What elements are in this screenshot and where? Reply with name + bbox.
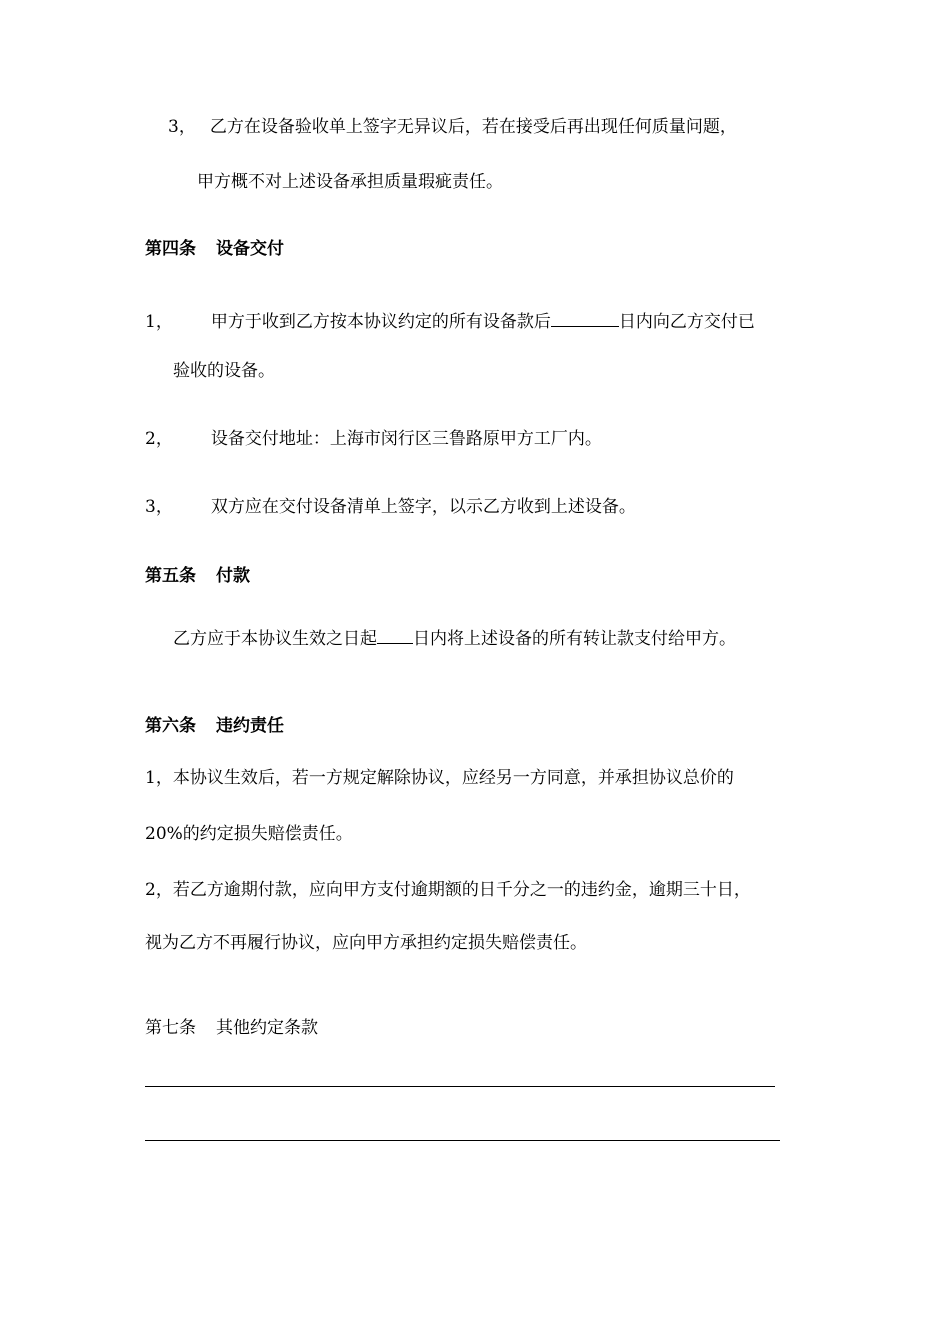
article7-heading — [145, 1018, 318, 1038]
article5-text — [173, 626, 736, 649]
article4-item3-number: 3， — [145, 497, 173, 517]
article6-heading — [145, 716, 284, 736]
article7-title: 其他约定条款 — [216, 1018, 318, 1038]
article6-item1-line1: 1，本协议生效后，若一方规定解除协议，应经另一方同意，并承担协议总价的 — [145, 768, 734, 788]
article6-item1-line2: 20%的约定损失赔偿责任。 — [145, 824, 353, 844]
article6-number: 第六条 — [145, 716, 196, 736]
article7-number: 第七条 — [145, 1018, 196, 1038]
article4-item3 — [145, 497, 636, 517]
article7-blank-line-2 — [145, 1140, 780, 1141]
article4-item1-line1 — [145, 309, 755, 332]
article4-item1-line2: 验收的设备。 — [173, 361, 275, 381]
article5-title: 付款 — [216, 566, 250, 586]
article4-title: 设备交付 — [216, 239, 284, 259]
article5-heading — [145, 566, 250, 586]
article4-number: 第四条 — [145, 239, 196, 259]
article3-item3-text: 乙方在设备验收单上签字无异议后，若在接受后再出现任何质量问题， — [209, 117, 737, 137]
article5-days-blank — [377, 626, 413, 644]
article6-title: 违约责任 — [216, 716, 284, 736]
article4-item1-text-after: 日内向乙方交付已 — [618, 312, 755, 332]
article4-item1-days-blank — [551, 309, 619, 327]
article4-item2-text: 设备交付地址：上海市闵行区三鲁路原甲方工厂内。 — [210, 429, 602, 449]
article3-item3-line2: 甲方概不对上述设备承担质量瑕疵责任。 — [197, 172, 503, 192]
article4-heading — [145, 239, 284, 259]
article6-item2-line2: 视为乙方不再履行协议，应向甲方承担约定损失赔偿责任。 — [145, 933, 587, 953]
article6-item2-line1: 2，若乙方逾期付款，应向甲方支付逾期额的日千分之一的违约金，逾期三十日， — [145, 880, 751, 900]
article4-item3-text: 双方应在交付设备清单上签字，以示乙方收到上述设备。 — [210, 497, 636, 517]
article5-number: 第五条 — [145, 566, 196, 586]
article3-item3-number: 3， — [168, 117, 196, 137]
article4-item1-number: 1， — [145, 312, 173, 332]
article3-item3-line1 — [168, 117, 737, 137]
article4-item2 — [145, 429, 602, 449]
article4-item2-number: 2， — [145, 429, 173, 449]
article5-text-before: 乙方应于本协议生效之日起 — [173, 629, 377, 649]
article4-item1-text-before: 甲方于收到乙方按本协议约定的所有设备款后 — [210, 312, 551, 332]
article5-text-after: 日内将上述设备的所有转让款支付给甲方。 — [413, 629, 736, 649]
article7-blank-line-1 — [145, 1086, 775, 1087]
